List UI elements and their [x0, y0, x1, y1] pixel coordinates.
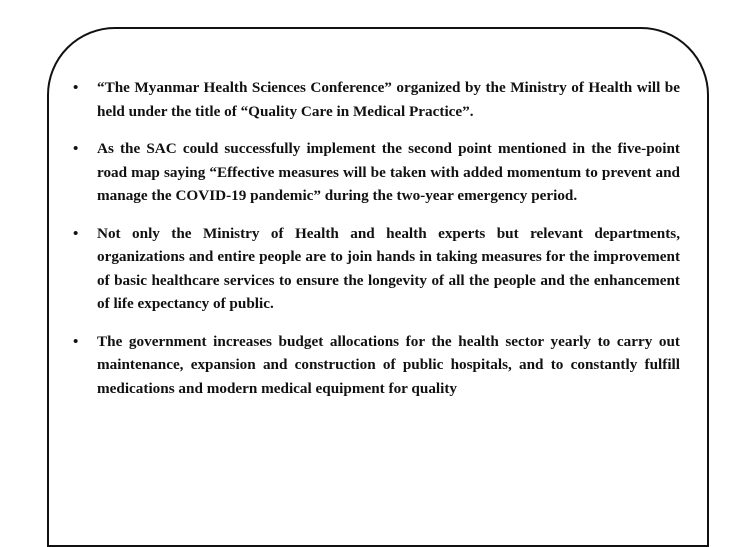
bullet-dot-icon: • [73, 332, 79, 350]
bullet-dot-icon: • [73, 140, 79, 157]
bullet-item [70, 330, 680, 401]
bullet-item [70, 76, 680, 123]
bullet-item [70, 137, 680, 208]
bullet-dot-icon: • [73, 224, 79, 242]
bullet-text: The government increases budget allocations for the health sector yearly to carry out maintenance, expansion and construction of public hospitals, and to constantly fulfill medications and modern medical equipment for quality [97, 332, 680, 397]
bullet-dot-icon: • [73, 79, 79, 96]
bullet-text: As the SAC could successfully implement the second point mentioned in the five-point road map saying “Effective measures will be taken with added momentum to prevent and manage the COVID-19 pandemic” during the two-year emergency period. [97, 140, 680, 204]
bullet-text: Not only the Ministry of Health and health experts but relevant departments, organizations and entire people are to join hands in taking measures for the improvement of basic healthcare services to ensure the longevity of all the people and the enhancement of life expectancy of public. [97, 224, 680, 312]
bullet-list [70, 76, 680, 414]
bullet-text: “The Myanmar Health Sciences Conference” organized by the Ministry of Health will be held under the title of “Quality Care in Medical Practice”. [97, 79, 680, 120]
bullet-item [70, 222, 680, 316]
